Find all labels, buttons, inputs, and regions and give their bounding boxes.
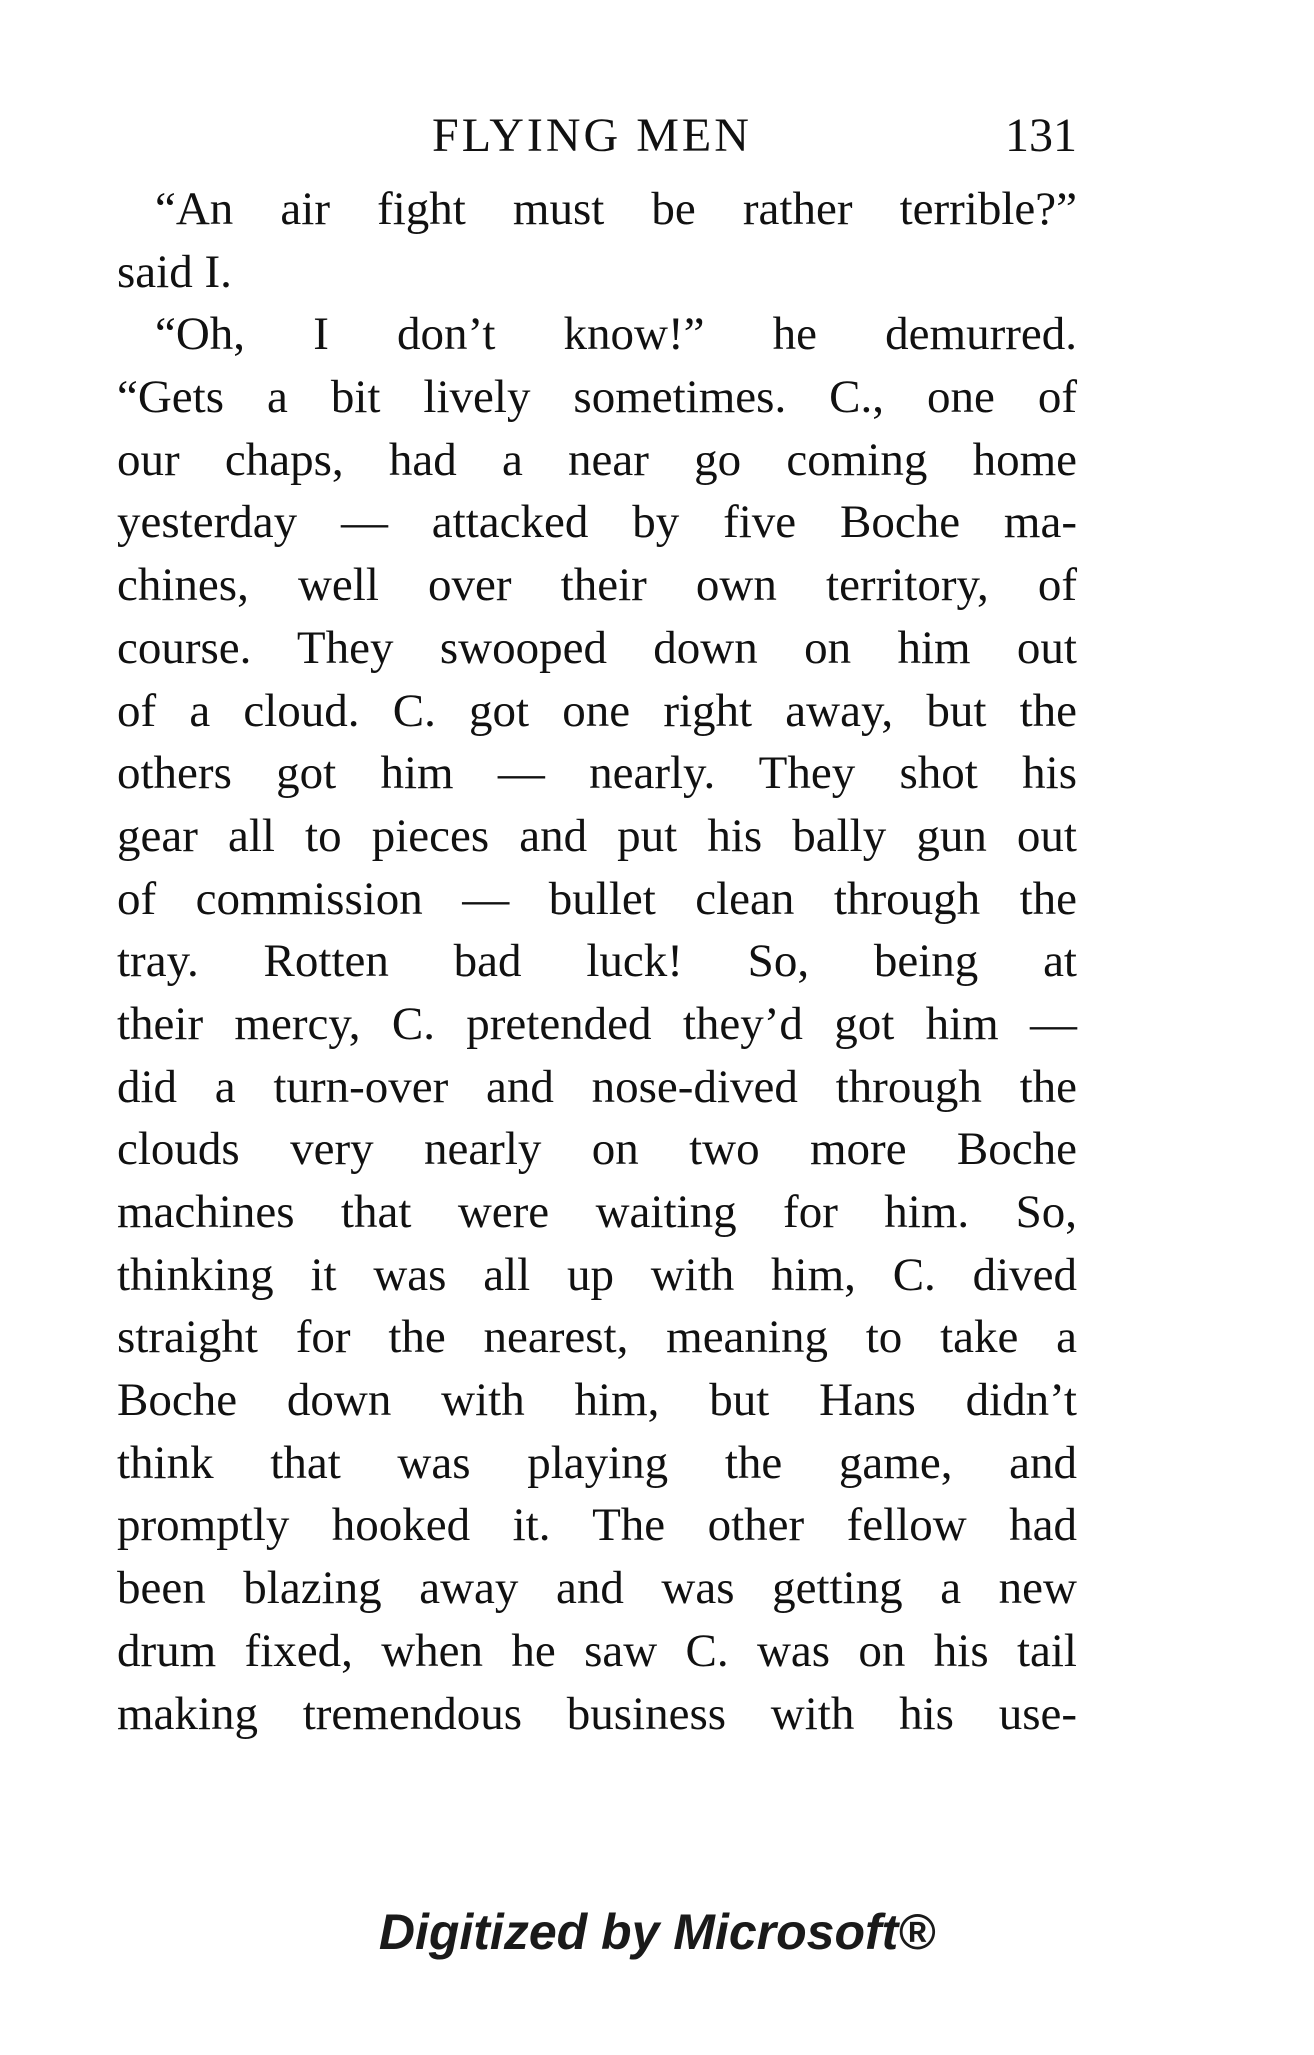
- text-line: of a cloud. C. got one right away, but the: [117, 684, 1077, 737]
- text-line: “Oh, I don’t know!” he demurred.: [155, 308, 1077, 361]
- text-line: course. They swooped down on him out: [117, 621, 1077, 674]
- text-line: think that was playing the game, and: [117, 1436, 1077, 1489]
- text-line: did a turn-over and nose-dived through the: [117, 1060, 1077, 1113]
- page-number: 131: [1005, 109, 1077, 162]
- body-text: [117, 178, 1077, 1745]
- text-line: clouds very nearly on two more Boche: [117, 1123, 1077, 1176]
- text-line: straight for the nearest, meaning to take a: [117, 1311, 1077, 1364]
- text-line: tray. Rotten bad luck! So, being at: [117, 935, 1077, 988]
- digitization-watermark: Digitized by Microsoft®: [378, 1904, 936, 1960]
- text-line: making tremendous business with his use-: [117, 1687, 1077, 1740]
- text-line: machines that were waiting for him. So,: [117, 1186, 1077, 1238]
- running-head: [117, 108, 1077, 168]
- text-line: of commission — bullet clean through the: [117, 872, 1077, 925]
- text-line: Boche down with him, but Hans didn’t: [117, 1374, 1077, 1427]
- text-line: yesterday — attacked by five Boche ma-: [117, 496, 1077, 549]
- text-line: been blazing away and was getting a new: [117, 1562, 1077, 1615]
- text-line: chines, well over their own territory, of: [117, 559, 1077, 612]
- text-line: gear all to pieces and put his bally gun out: [117, 809, 1077, 862]
- text-line: drum fixed, when he saw C. was on his tail: [117, 1624, 1077, 1677]
- text-line: “An air fight must be rather terrible?”: [155, 183, 1077, 235]
- text-line: our chaps, had a near go coming home: [117, 433, 1077, 486]
- text-line: said I.: [117, 245, 232, 298]
- text-line: promptly hooked it. The other fellow had: [117, 1499, 1077, 1552]
- text-line: their mercy, C. pretended they’d got him —: [117, 997, 1077, 1050]
- text-line: “Gets a bit lively sometimes. C., one of: [117, 371, 1077, 424]
- text-line: others got him — nearly. They shot his: [117, 747, 1077, 800]
- text-line: thinking it was all up with him, C. dived: [117, 1248, 1077, 1301]
- running-title: FLYING MEN: [432, 109, 752, 162]
